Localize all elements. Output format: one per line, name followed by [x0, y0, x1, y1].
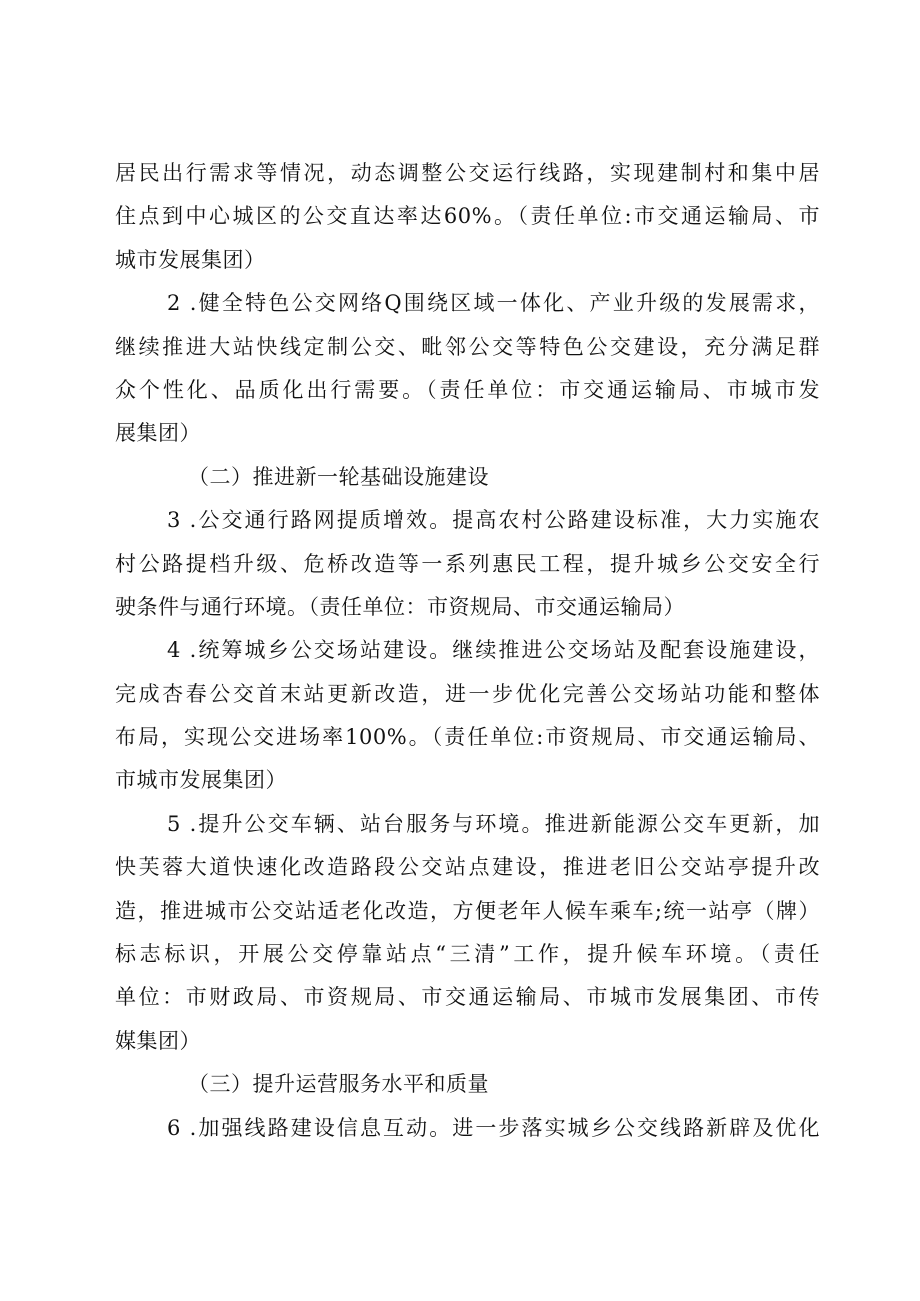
paragraph-line: 居民出行需求等情况，动态调整公交运行线路，实现建制村和集中居 [115, 161, 820, 185]
item-4-line: 4 .统筹城乡公交场站建设。继续推进公交场站及配套设施建设， [167, 638, 820, 663]
section-heading-3: （三）提升运营服务水平和质量 [188, 1072, 489, 1097]
paragraph-line: 完成杏春公交首末站更新改造，进一步优化完善公交场站功能和整体 [115, 681, 820, 706]
item-3-line: 3 .公交通行路网提质增效。提高农村公路建设标准，大力实施农 [167, 508, 820, 533]
paragraph-line: 快芙蓉大道快速化改造路段公交站点建设，推进老旧公交站亭提升改 [115, 855, 820, 880]
paragraph-line: 布局，实现公交进场率100%。（责任单位:市资规局、市交通运输局、 [115, 725, 820, 750]
document-body [115, 152, 820, 1150]
paragraph-line: 众个性化、品质化出行需要。（责任单位：市交通运输局、市城市发 [115, 377, 820, 402]
paragraph-line: 继续推进大站快线定制公交、毗邻公交等特色公交建设，充分满足群 [115, 334, 820, 359]
paragraph-line: 标志标识，开展公交停靠站点“三清”工作，提升候车环境。（责任 [115, 942, 820, 967]
paragraph-line: 市城市发展集团） [115, 768, 287, 793]
item-5-line: 5 .提升公交车辆、站台服务与环境。推进新能源公交车更新，加 [167, 811, 820, 836]
paragraph-line: 造，推进城市公交站适老化改造，方便老年人候车乘车;统一站亭（牌） [115, 898, 820, 923]
paragraph-line: 展集团） [115, 421, 201, 446]
item-2-line: 2 .健全特色公交网络Q围绕区域一体化、产业升级的发展需求， [167, 291, 820, 316]
paragraph-line: 媒集团） [115, 1028, 201, 1053]
paragraph-line: 村公路提档升级、危桥改造等一系列惠民工程，提升城乡公交安全行 [115, 551, 820, 576]
paragraph-line: 单位：市财政局、市资规局、市交通运输局、市城市发展集团、市传 [115, 985, 820, 1010]
paragraph-line: 住点到中心城区的公交直达率达60%。（责任单位:市交通运输局、市 [115, 204, 820, 229]
item-6-line: 6 .加强线路建设信息互动。进一步落实城乡公交线路新辟及优化 [167, 1115, 820, 1140]
section-heading-2: （二）推进新一轮基础设施建设 [188, 464, 489, 489]
paragraph-line: 城市发展集团） [115, 247, 266, 272]
paragraph-line: 驶条件与通行环境。（责任单位：市资规局、市交通运输局） [115, 594, 685, 619]
